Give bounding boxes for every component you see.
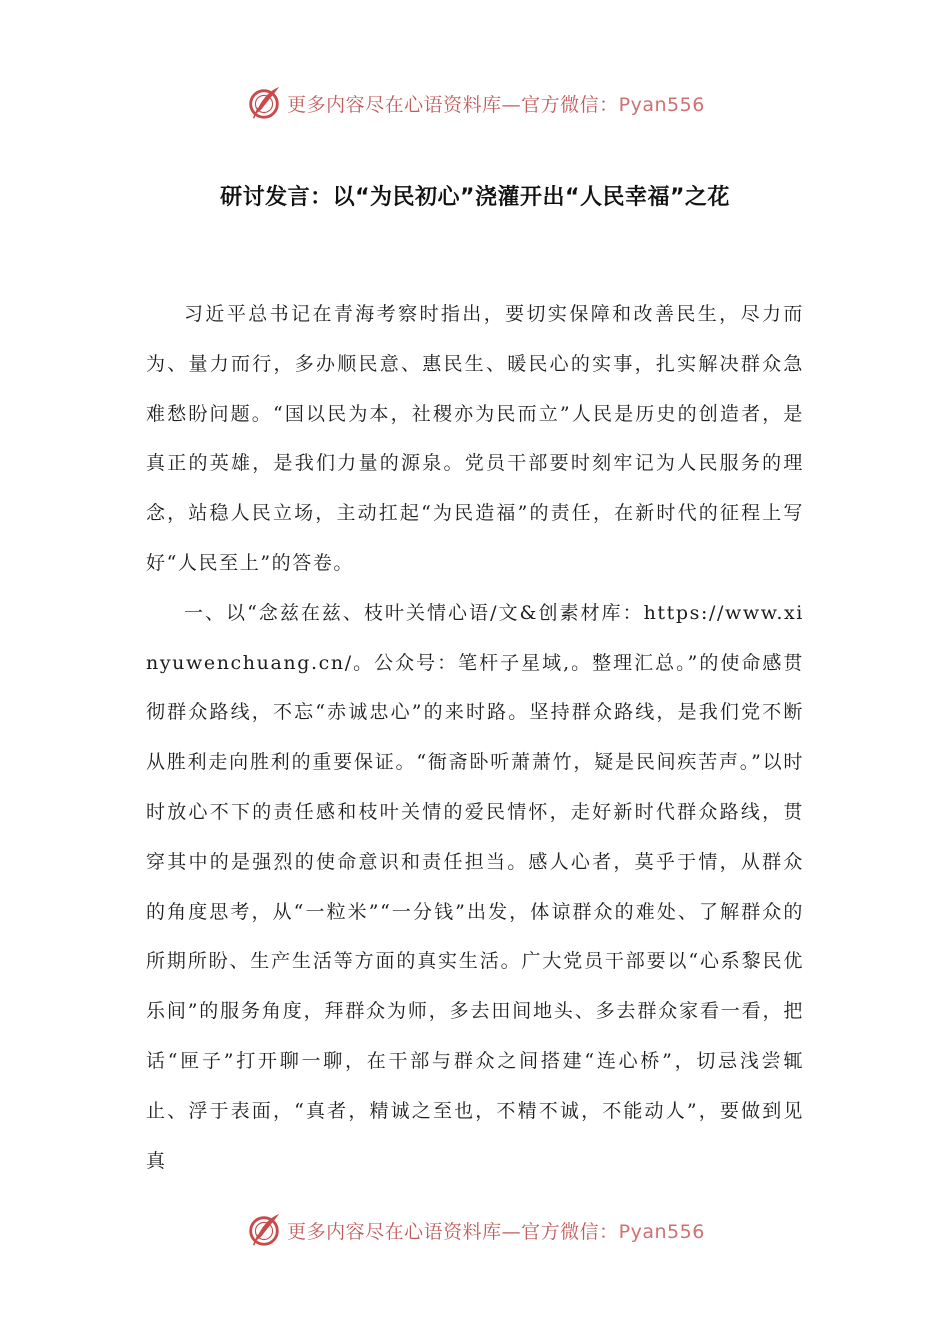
banner-text: 更多内容尽在心语资料库—官方微信：Pyan556 <box>287 93 705 116</box>
quill-pen-logo-icon <box>245 1211 283 1249</box>
wechat-id: Pyan556 <box>618 1220 705 1243</box>
wechat-id: Pyan556 <box>618 93 705 116</box>
banner-text: 更多内容尽在心语资料库—官方微信：Pyan556 <box>287 1220 705 1243</box>
document-body <box>146 290 804 1186</box>
footer-banner <box>0 1207 950 1253</box>
paragraph-section-one: 一、以“念兹在兹、枝叶关情心语/文&创素材库：https://www.xinyuwenchuang.cn/。公众号：笔杆子星域,。整理汇总。”的使命感贯彻群众路线，不忘“赤诚忠心”的来时路。坚持群众路线，是我们党不断从胜利走向胜利的重要保证。“衙斋卧听萧萧竹，疑是民间疾苦声。”以时时放心不下的责任感和枝叶关情的爱民情怀，走好新时代群众路线，贯穿其中的是强烈的使命意识和责任担当。感人心者，莫乎于情，从群众的角度思考，从“一粒米”“一分钱”出发，体谅群众的难处、了解群众的所期所盼、生产生活等方面的真实生活。广大党员干部要以“心系黎民优乐间”的服务角度，拜群众为师，多去田间地头、多去群众家看一看，把话“匣子”打开聊一聊，在干部与群众之间搭建“连心桥”，切忌浅尝辄止、浮于表面，“真者，精诚之至也，不精不诚，不能动人”，要做到见真 <box>146 601 804 1172</box>
document-title: 研讨发言：以“为民初心”浇灌开出“人民幸福”之花 <box>220 185 730 210</box>
paragraph-intro: 习近平总书记在青海考察时指出，要切实保障和改善民生，尽力而为、量力而行，多办顺民意、惠民生、暖民心的实事，扎实解决群众急难愁盼问题。“国以民为本，社稷亦为民而立”人民是历史的创造者，是真正的英雄，是我们力量的源泉。党员干部要时刻牢记为人民服务的理念，站稳人民立场，主动扛起“为民造福”的责任，在新时代的征程上写好“人民至上”的答卷。 <box>146 303 804 574</box>
quill-pen-logo-icon <box>245 84 283 122</box>
header-banner <box>0 80 950 126</box>
